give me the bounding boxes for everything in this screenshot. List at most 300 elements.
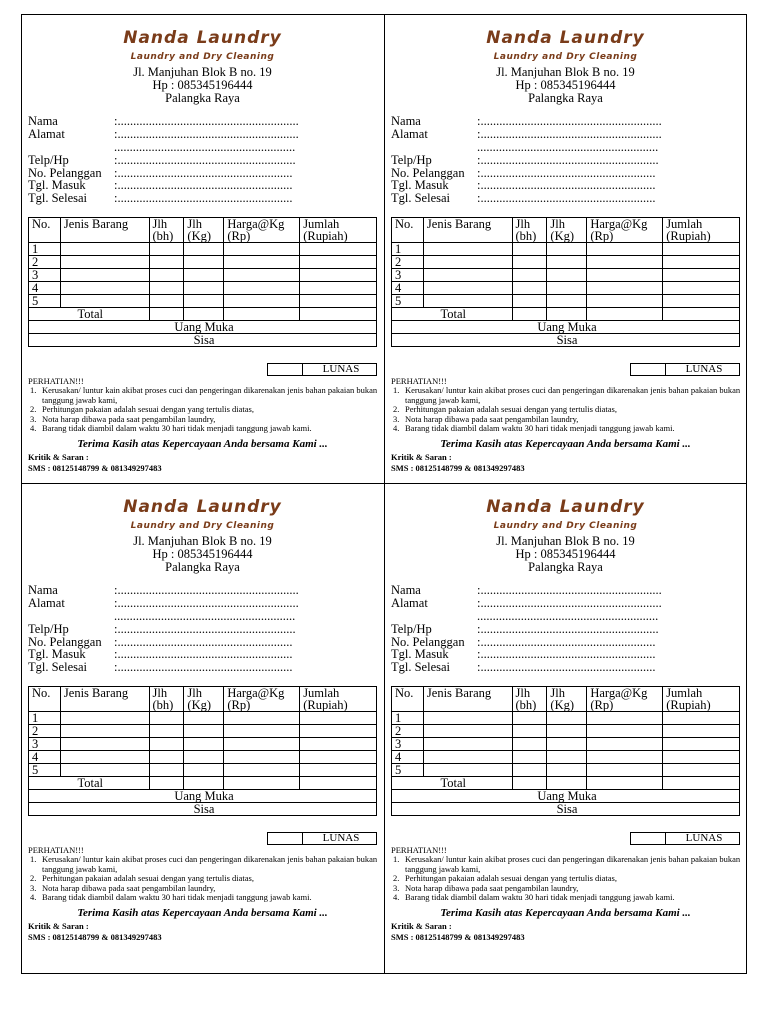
lunas-label: LUNAS (322, 363, 360, 375)
field-line: :......................................................... (477, 622, 659, 636)
total-label: Total (29, 308, 150, 321)
cell-total-bh (512, 777, 547, 790)
cell-total-harga (587, 777, 663, 790)
brand-name: Nanda Laundry (486, 28, 645, 48)
cell-harga (224, 725, 300, 738)
items-table (391, 217, 740, 347)
col-header: Harga@Kg (Rp) (224, 218, 300, 243)
field-line: :........................................................ (114, 191, 293, 205)
cell-total-kg (184, 308, 224, 321)
cell-harga (587, 738, 663, 751)
cell-jlh-bh (149, 725, 184, 738)
lunas-check-divider (665, 833, 666, 844)
thank-you-message: Terima Kasih atas Kepercayaan Anda bersama Kami ... (77, 438, 328, 450)
laundry-note (385, 484, 746, 952)
cell-jlh-bh (149, 751, 184, 764)
row-number: 2 (392, 725, 424, 738)
row-number: 4 (29, 751, 61, 764)
cell-jumlah (300, 243, 377, 256)
brand-tagline: Laundry and Dry Cleaning (130, 521, 275, 531)
cell-jlh-kg (547, 751, 587, 764)
term-text: Kerusakan/ luntur kain akibat proses cuci dan pengeringan dikarenakan jenis bahan pakaian bukan tanggung jawab kami, (405, 385, 741, 405)
table-row (29, 725, 377, 738)
cell-jumlah (663, 725, 740, 738)
col-header: Jlh (bh) (512, 687, 547, 712)
cell-jlh-kg (184, 295, 224, 308)
brand-name: Nanda Laundry (123, 28, 282, 48)
lunas-box (267, 363, 377, 376)
term-number: 4. (393, 423, 400, 433)
table-row (29, 712, 377, 725)
table-row (392, 751, 740, 764)
term-text: Nota harap dibawa pada saat pengambilan laundry, (42, 413, 216, 424)
perhatian-title: PERHATIAN!!! (28, 845, 84, 855)
term-number: 3. (393, 882, 400, 893)
field-line: :........................................................ (477, 635, 656, 649)
cell-jlh-bh (149, 243, 184, 256)
term-number: 4. (30, 423, 37, 433)
cell-jenis (60, 738, 149, 751)
cell-jlh-kg (184, 738, 224, 751)
cell-jlh-kg (547, 764, 587, 777)
cell-jlh-bh (149, 256, 184, 269)
field-label: Alamat (28, 596, 65, 610)
term-text: Nota harap dibawa pada saat pengambilan laundry, (405, 413, 579, 424)
kritik-saran (28, 921, 162, 943)
term-text: Nota harap dibawa pada saat pengambilan laundry, (405, 882, 579, 893)
field-label: Telp/Hp (391, 153, 432, 167)
cell-harga (587, 243, 663, 256)
term-text: Kerusakan/ luntur kain akibat proses cuci dan pengeringan dikarenakan jenis bahan pakaian bukan tanggung jawab kami, (405, 854, 741, 874)
shop-city: Palangka Raya (528, 560, 603, 574)
cell-jenis (423, 243, 512, 256)
cell-jlh-bh (512, 282, 547, 295)
cell-jumlah (300, 256, 377, 269)
cell-jumlah (300, 725, 377, 738)
table-row (29, 764, 377, 777)
col-header: Jumlah (Rupiah) (300, 218, 377, 243)
cell-harga (587, 295, 663, 308)
cell-harga (224, 282, 300, 295)
lunas-box (267, 832, 377, 845)
shop-phone: Hp : 085345196444 (152, 547, 253, 561)
term-number: 3. (393, 413, 400, 424)
term-text: Perhitungan pakaian adalah sesuai dengan yang tertulis diatas, (405, 404, 617, 414)
terms-list (391, 855, 741, 903)
term-number: 4. (30, 892, 37, 902)
field-label: No. Pelanggan (391, 635, 465, 649)
perhatian-title: PERHATIAN!!! (391, 845, 447, 855)
uang-muka-label: Uang Muka (29, 321, 377, 334)
cell-total-bh (512, 308, 547, 321)
field-line: :........................................................ (114, 635, 293, 649)
cell-jlh-kg (184, 712, 224, 725)
brand-name: Nanda Laundry (123, 497, 282, 517)
sisa-row (392, 803, 740, 816)
col-header: Jlh (Kg) (547, 687, 587, 712)
row-number: 3 (392, 738, 424, 751)
col-header: Harga@Kg (Rp) (587, 218, 663, 243)
cell-jumlah (663, 712, 740, 725)
col-header: Jumlah (Rupiah) (663, 218, 740, 243)
row-number: 5 (29, 295, 61, 308)
col-header: Jlh (bh) (149, 218, 184, 243)
table-row (392, 243, 740, 256)
cell-total-jumlah (663, 308, 740, 321)
cell-harga (587, 282, 663, 295)
thank-you-message: Terima Kasih atas Kepercayaan Anda bersama Kami ... (440, 438, 691, 450)
cell-jlh-kg (547, 282, 587, 295)
table-row (29, 256, 377, 269)
field-line: :........................................................ (114, 178, 293, 192)
cell-jlh-bh (512, 712, 547, 725)
field-label: Telp/Hp (28, 622, 69, 636)
shop-city: Palangka Raya (165, 560, 240, 574)
table-row (29, 738, 377, 751)
total-label: Total (29, 777, 150, 790)
sisa-label: Sisa (29, 334, 377, 347)
uang-muka-row (29, 790, 377, 803)
cell-jlh-bh (149, 712, 184, 725)
col-header: Harga@Kg (Rp) (224, 687, 300, 712)
cell-jenis (60, 751, 149, 764)
uang-muka-row (392, 790, 740, 803)
uang-muka-row (392, 321, 740, 334)
col-header: Harga@Kg (Rp) (587, 687, 663, 712)
row-number: 2 (392, 256, 424, 269)
cell-jumlah (300, 269, 377, 282)
lunas-check-divider (302, 833, 303, 844)
field-label: Nama (28, 583, 58, 597)
total-row (29, 777, 377, 790)
cell-jenis (60, 712, 149, 725)
col-header: Jlh (Kg) (547, 218, 587, 243)
cell-jenis (60, 282, 149, 295)
terms-list (28, 386, 378, 434)
cell-jumlah (663, 269, 740, 282)
field-label: Tgl. Selesai (28, 191, 88, 205)
cell-jenis (60, 764, 149, 777)
cell-jenis (423, 269, 512, 282)
cell-total-harga (224, 777, 300, 790)
sisa-row (29, 334, 377, 347)
term-item (391, 893, 741, 903)
uang-muka-label: Uang Muka (392, 321, 740, 334)
cell-jumlah (663, 243, 740, 256)
field-line: .......................................................... (477, 140, 659, 154)
field-line: .......................................................... (114, 609, 296, 623)
brand-tagline: Laundry and Dry Cleaning (493, 52, 638, 62)
col-header: Jlh (Kg) (184, 687, 224, 712)
lunas-check-divider (302, 364, 303, 375)
cell-jlh-kg (547, 738, 587, 751)
field-label: Nama (391, 583, 421, 597)
shop-phone: Hp : 085345196444 (515, 78, 616, 92)
shop-address: Jl. Manjuhan Blok B no. 19 (496, 534, 635, 548)
brand-tagline: Laundry and Dry Cleaning (493, 521, 638, 531)
cell-harga (587, 725, 663, 738)
total-row (29, 308, 377, 321)
cell-jlh-bh (149, 764, 184, 777)
cell-jlh-kg (184, 751, 224, 764)
thank-you-message: Terima Kasih atas Kepercayaan Anda bersama Kami ... (440, 907, 691, 919)
term-number: 2. (393, 873, 400, 883)
term-text: Barang tidak diambil dalam waktu 30 hari tidak menjadi tanggung jawab kami. (42, 423, 312, 433)
cell-jumlah (300, 738, 377, 751)
table-row (29, 243, 377, 256)
cell-jlh-bh (149, 738, 184, 751)
field-line: :........................................................ (477, 178, 656, 192)
cell-harga (587, 751, 663, 764)
col-header: Jumlah (Rupiah) (300, 687, 377, 712)
cell-harga (587, 269, 663, 282)
sms-contact: SMS : 08125148799 & 081349297483 (28, 932, 162, 942)
receipt-sheet (21, 14, 747, 974)
term-item (28, 386, 378, 405)
term-number: 1. (30, 385, 37, 395)
field-tgl-selesai (391, 661, 655, 674)
cell-jlh-bh (512, 243, 547, 256)
cell-jenis (60, 295, 149, 308)
cell-harga (224, 712, 300, 725)
cell-jenis (60, 269, 149, 282)
uang-muka-row (29, 321, 377, 334)
field-label: Alamat (391, 127, 428, 141)
cell-jumlah (300, 282, 377, 295)
cell-jumlah (300, 764, 377, 777)
cell-harga (224, 751, 300, 764)
lunas-label: LUNAS (685, 832, 723, 844)
cell-total-bh (149, 308, 184, 321)
field-line: :.......................................................... (477, 114, 662, 128)
field-line: :........................................................ (477, 660, 656, 674)
cell-jumlah (663, 256, 740, 269)
term-text: Barang tidak diambil dalam waktu 30 hari tidak menjadi tanggung jawab kami. (405, 892, 675, 902)
sisa-row (29, 803, 377, 816)
cell-harga (224, 243, 300, 256)
cell-total-kg (547, 777, 587, 790)
shop-city: Palangka Raya (528, 91, 603, 105)
cell-jlh-bh (512, 751, 547, 764)
total-label: Total (392, 308, 513, 321)
kritik-label: Kritik & Saran : (28, 452, 89, 462)
col-header: Jumlah (Rupiah) (663, 687, 740, 712)
table-header-row (392, 218, 740, 243)
row-number: 5 (392, 295, 424, 308)
cell-jenis (423, 712, 512, 725)
sisa-label: Sisa (392, 803, 740, 816)
shop-city: Palangka Raya (165, 91, 240, 105)
cell-jlh-kg (547, 295, 587, 308)
sisa-label: Sisa (392, 334, 740, 347)
table-row (392, 712, 740, 725)
field-label: No. Pelanggan (28, 635, 102, 649)
cell-jlh-bh (512, 725, 547, 738)
cell-jlh-bh (149, 282, 184, 295)
row-number: 4 (392, 282, 424, 295)
field-label: Nama (28, 114, 58, 128)
cell-jumlah (663, 764, 740, 777)
cell-jlh-kg (184, 269, 224, 282)
field-line: :........................................................ (114, 647, 293, 661)
term-text: Barang tidak diambil dalam waktu 30 hari tidak menjadi tanggung jawab kami. (405, 423, 675, 433)
cell-jenis (423, 295, 512, 308)
cell-jenis (423, 282, 512, 295)
term-number: 4. (393, 892, 400, 902)
cell-jumlah (663, 282, 740, 295)
table-row (392, 725, 740, 738)
cell-total-jumlah (300, 308, 377, 321)
row-number: 3 (29, 738, 61, 751)
laundry-note (385, 15, 746, 483)
cell-jlh-kg (184, 256, 224, 269)
term-text: Kerusakan/ luntur kain akibat proses cuci dan pengeringan dikarenakan jenis bahan pakaian bukan tanggung jawab kami, (42, 854, 378, 874)
uang-muka-label: Uang Muka (392, 790, 740, 803)
field-label: Tgl. Masuk (391, 178, 449, 192)
cell-harga (587, 764, 663, 777)
term-number: 1. (393, 854, 400, 864)
col-header: Jenis Barang (60, 218, 149, 243)
total-row (392, 777, 740, 790)
table-header-row (392, 687, 740, 712)
thank-you-message: Terima Kasih atas Kepercayaan Anda bersama Kami ... (77, 907, 328, 919)
cell-total-kg (547, 308, 587, 321)
field-label: No. Pelanggan (391, 166, 465, 180)
cell-jumlah (663, 751, 740, 764)
field-line: :.......................................................... (477, 596, 662, 610)
term-number: 3. (30, 882, 37, 893)
field-line: :.......................................................... (114, 596, 299, 610)
row-number: 2 (29, 256, 61, 269)
table-row (29, 282, 377, 295)
term-text: Perhitungan pakaian adalah sesuai dengan yang tertulis diatas, (42, 873, 254, 883)
cell-jlh-kg (547, 256, 587, 269)
total-label: Total (392, 777, 513, 790)
term-item (391, 855, 741, 874)
sisa-label: Sisa (29, 803, 377, 816)
cell-jenis (423, 256, 512, 269)
term-number: 2. (30, 404, 37, 414)
cell-total-bh (149, 777, 184, 790)
cell-jlh-bh (149, 295, 184, 308)
cell-harga (224, 738, 300, 751)
row-number: 1 (29, 243, 61, 256)
field-label: Tgl. Masuk (391, 647, 449, 661)
row-number: 1 (392, 712, 424, 725)
kritik-label: Kritik & Saran : (391, 452, 452, 462)
cell-jenis (60, 725, 149, 738)
cell-jlh-bh (512, 295, 547, 308)
sisa-row (392, 334, 740, 347)
cell-jlh-bh (512, 738, 547, 751)
cell-jenis (423, 725, 512, 738)
cell-total-kg (184, 777, 224, 790)
cell-jenis (423, 738, 512, 751)
table-header-row (29, 218, 377, 243)
cell-jumlah (300, 712, 377, 725)
term-number: 2. (30, 873, 37, 883)
field-line: :......................................................... (114, 153, 296, 167)
cell-jlh-kg (184, 764, 224, 777)
kritik-label: Kritik & Saran : (28, 921, 89, 931)
kritik-label: Kritik & Saran : (391, 921, 452, 931)
field-tgl-selesai (28, 661, 292, 674)
col-header: No. (29, 687, 61, 712)
cell-jlh-kg (547, 243, 587, 256)
field-label: Telp/Hp (391, 622, 432, 636)
field-line: .......................................................... (114, 140, 296, 154)
term-text: Nota harap dibawa pada saat pengambilan laundry, (42, 882, 216, 893)
cell-jlh-bh (512, 764, 547, 777)
cell-jlh-bh (512, 269, 547, 282)
cell-total-harga (224, 308, 300, 321)
row-number: 1 (29, 712, 61, 725)
cell-jlh-bh (512, 256, 547, 269)
table-row (392, 764, 740, 777)
field-label: Alamat (391, 596, 428, 610)
col-header: Jenis Barang (423, 687, 512, 712)
table-row (29, 295, 377, 308)
field-line: :........................................................ (114, 660, 293, 674)
field-line: :......................................................... (477, 153, 659, 167)
field-label: Tgl. Selesai (391, 660, 451, 674)
row-number: 5 (392, 764, 424, 777)
row-number: 4 (392, 751, 424, 764)
field-line: .......................................................... (477, 609, 659, 623)
field-label: Tgl. Selesai (391, 191, 451, 205)
brand-name: Nanda Laundry (486, 497, 645, 517)
field-label: Tgl. Masuk (28, 178, 86, 192)
field-line: :.......................................................... (477, 583, 662, 597)
col-header: Jenis Barang (60, 687, 149, 712)
field-label: Telp/Hp (28, 153, 69, 167)
laundry-note (22, 15, 383, 483)
total-row (392, 308, 740, 321)
field-label: Alamat (28, 127, 65, 141)
sms-contact: SMS : 08125148799 & 081349297483 (391, 932, 525, 942)
terms-list (391, 386, 741, 434)
term-text: Kerusakan/ luntur kain akibat proses cuci dan pengeringan dikarenakan jenis bahan pakaian bukan tanggung jawab kami, (42, 385, 378, 405)
field-line: :........................................................ (477, 166, 656, 180)
items-table (391, 686, 740, 816)
shop-address: Jl. Manjuhan Blok B no. 19 (496, 65, 635, 79)
cell-jenis (423, 751, 512, 764)
field-line: :......................................................... (114, 622, 296, 636)
field-line: :.......................................................... (114, 127, 299, 141)
field-label: No. Pelanggan (28, 166, 102, 180)
term-number: 2. (393, 404, 400, 414)
field-label: Tgl. Selesai (28, 660, 88, 674)
table-row (392, 269, 740, 282)
brand-tagline: Laundry and Dry Cleaning (130, 52, 275, 62)
perhatian-title: PERHATIAN!!! (28, 376, 84, 386)
table-row (29, 751, 377, 764)
cell-harga (587, 712, 663, 725)
kritik-saran (391, 921, 525, 943)
cell-harga (224, 295, 300, 308)
cell-jlh-kg (184, 243, 224, 256)
lunas-check-divider (665, 364, 666, 375)
row-number: 5 (29, 764, 61, 777)
col-header: No. (392, 687, 424, 712)
lunas-box (630, 363, 740, 376)
perhatian-title: PERHATIAN!!! (391, 376, 447, 386)
field-label: Nama (391, 114, 421, 128)
term-item (28, 855, 378, 874)
cell-jumlah (300, 295, 377, 308)
cell-jlh-kg (547, 712, 587, 725)
term-item (391, 424, 741, 434)
